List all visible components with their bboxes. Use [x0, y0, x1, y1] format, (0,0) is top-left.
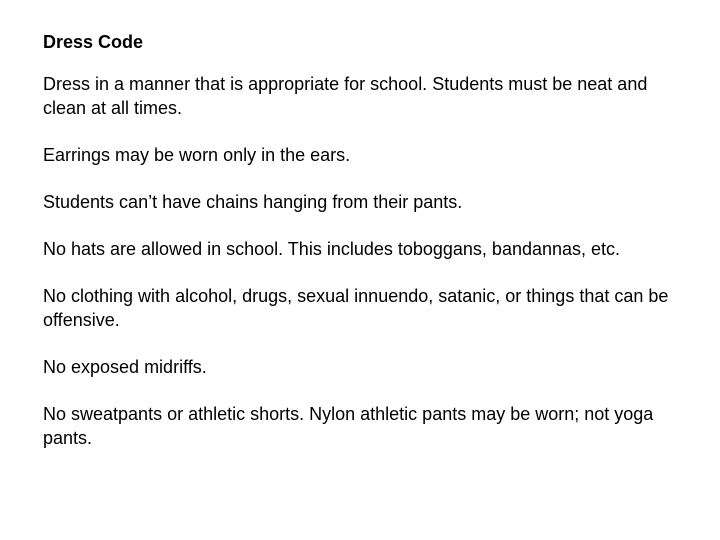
rule-paragraph-earrings: Earrings may be worn only in the ears.: [43, 145, 351, 165]
rule-paragraph-appropriate-dress: Dress in a manner that is appropriate for school. Students must be neat and clean at all times.: [43, 74, 648, 118]
slide-content: [43, 30, 693, 473]
rule-paragraph-sweatpants: No sweatpants or athletic shorts. Nylon athletic pants may be worn; not yoga pants.: [43, 404, 654, 448]
rule-paragraph-chains: Students can’t have chains hanging from their pants.: [43, 192, 463, 212]
page-title: Dress Code: [43, 32, 144, 52]
rule-paragraph-hats: No hats are allowed in school. This includes toboggans, bandannas, etc.: [43, 239, 621, 259]
rule-paragraph-midriffs: No exposed midriffs.: [43, 357, 207, 377]
rule-paragraph-offensive-clothing: No clothing with alcohol, drugs, sexual innuendo, satanic, or things that can be offensive.: [43, 286, 669, 330]
